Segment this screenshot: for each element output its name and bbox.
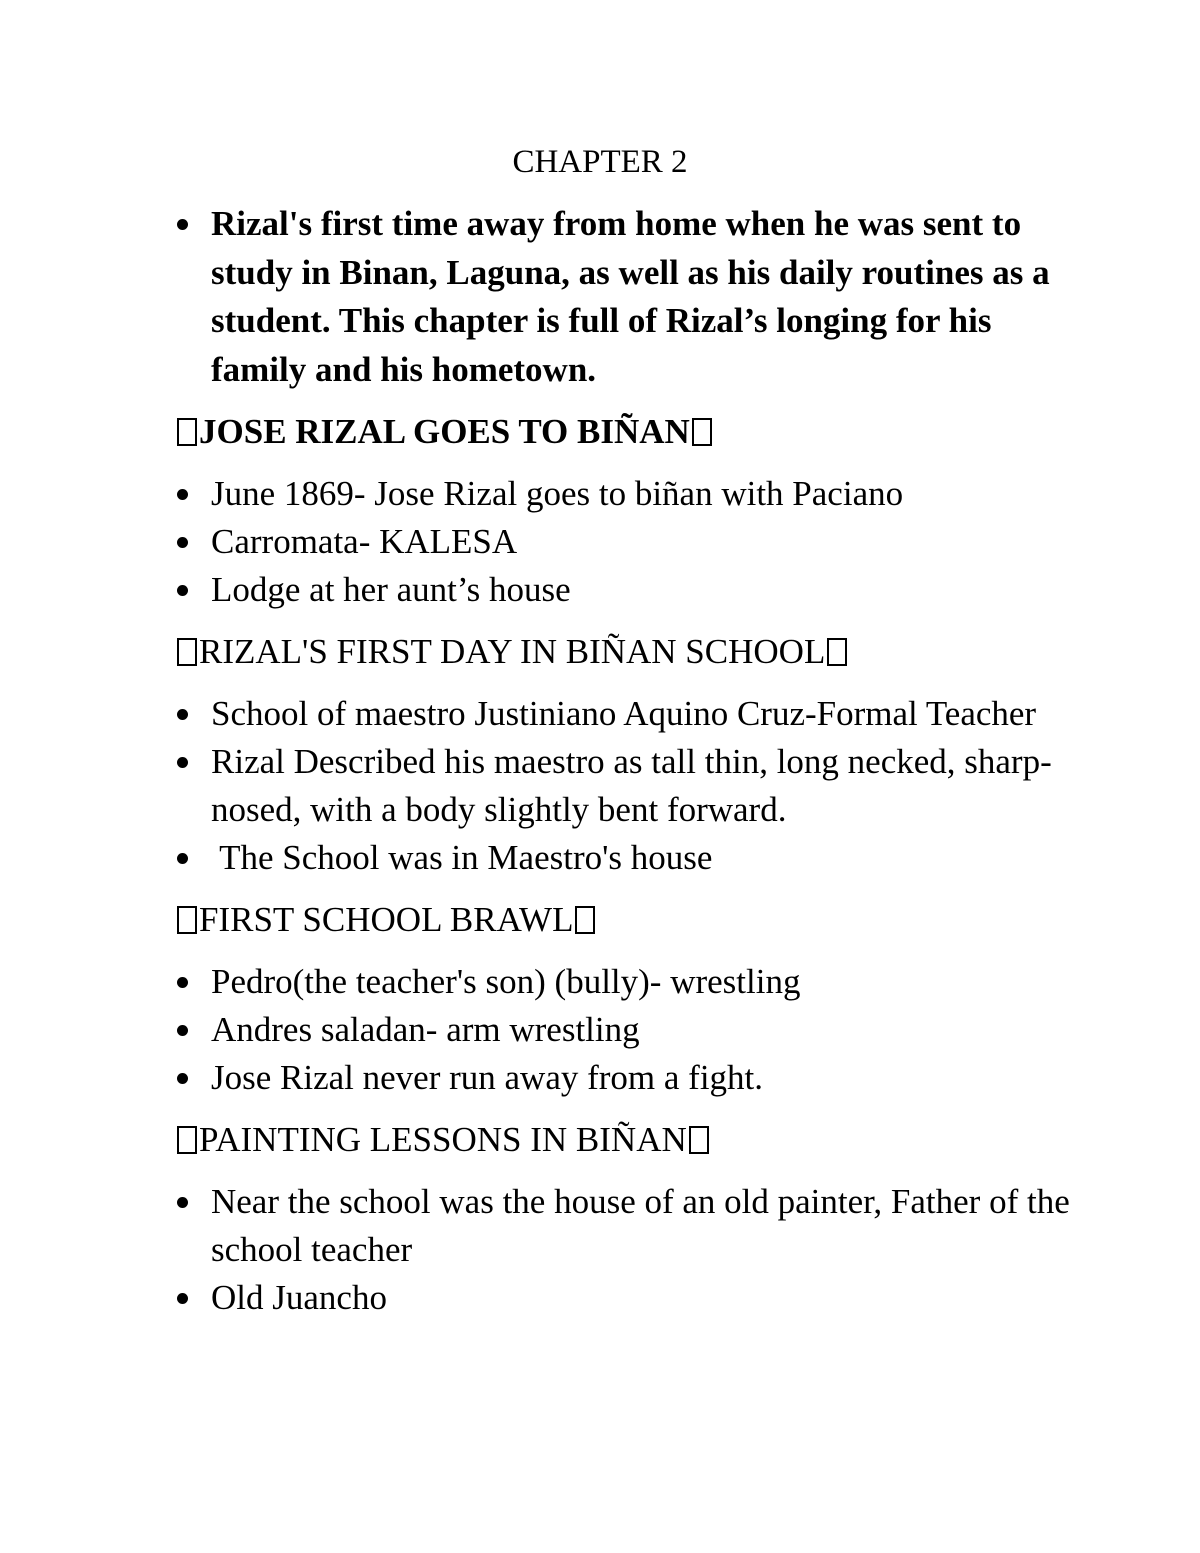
document-body bbox=[175, 200, 1075, 1336]
list-item: Pedro(the teacher's son) (bully)- wrestling bbox=[175, 958, 1075, 1006]
list-item: Near the school was the house of an old painter, Father of the school teacher bbox=[175, 1178, 1075, 1274]
section-list-school-brawl bbox=[175, 958, 1075, 1102]
missing-glyph-icon bbox=[177, 906, 197, 934]
list-item: Carromata- KALESA bbox=[175, 518, 1075, 566]
list-item: Lodge at her aunt’s house bbox=[175, 566, 1075, 614]
section-list-first-day bbox=[175, 690, 1075, 882]
missing-glyph-icon bbox=[692, 418, 712, 446]
section-heading-painting-lessons: PAINTING LESSONS IN BIÑAN bbox=[175, 1116, 1075, 1164]
list-item: The School was in Maestro's house bbox=[175, 834, 1075, 882]
missing-glyph-icon bbox=[177, 638, 197, 666]
missing-glyph-icon bbox=[575, 906, 595, 934]
section-heading-goes-to-binan: JOSE RIZAL GOES TO BIÑAN bbox=[175, 408, 1075, 456]
intro-list bbox=[175, 200, 1075, 394]
list-item: Andres saladan- arm wrestling bbox=[175, 1006, 1075, 1054]
list-item: Old Juancho bbox=[175, 1274, 1075, 1322]
missing-glyph-icon bbox=[689, 1126, 709, 1154]
list-item: Jose Rizal never run away from a fight. bbox=[175, 1054, 1075, 1102]
intro-item: Rizal's first time away from home when he was sent to study in Binan, Laguna, as well as his daily routines as a student. This chapter is full of Rizal’s longing for his family and his hometown. bbox=[175, 200, 1075, 394]
section-heading-first-day: RIZAL'S FIRST DAY IN BIÑAN SCHOOL bbox=[175, 628, 1075, 676]
list-item: Rizal Described his maestro as tall thin, long necked, sharp-nosed, with a body slightly bent forward. bbox=[175, 738, 1075, 834]
section-heading-school-brawl: FIRST SCHOOL BRAWL bbox=[175, 896, 1075, 944]
chapter-title: CHAPTER 2 bbox=[512, 144, 688, 180]
list-item: June 1869- Jose Rizal goes to biñan with Paciano bbox=[175, 470, 1075, 518]
section-list-goes-to-binan bbox=[175, 470, 1075, 614]
missing-glyph-icon bbox=[177, 418, 197, 446]
missing-glyph-icon bbox=[177, 1126, 197, 1154]
missing-glyph-icon bbox=[827, 638, 847, 666]
section-list-painting-lessons bbox=[175, 1178, 1075, 1322]
list-item: School of maestro Justiniano Aquino Cruz-Formal Teacher bbox=[175, 690, 1075, 738]
